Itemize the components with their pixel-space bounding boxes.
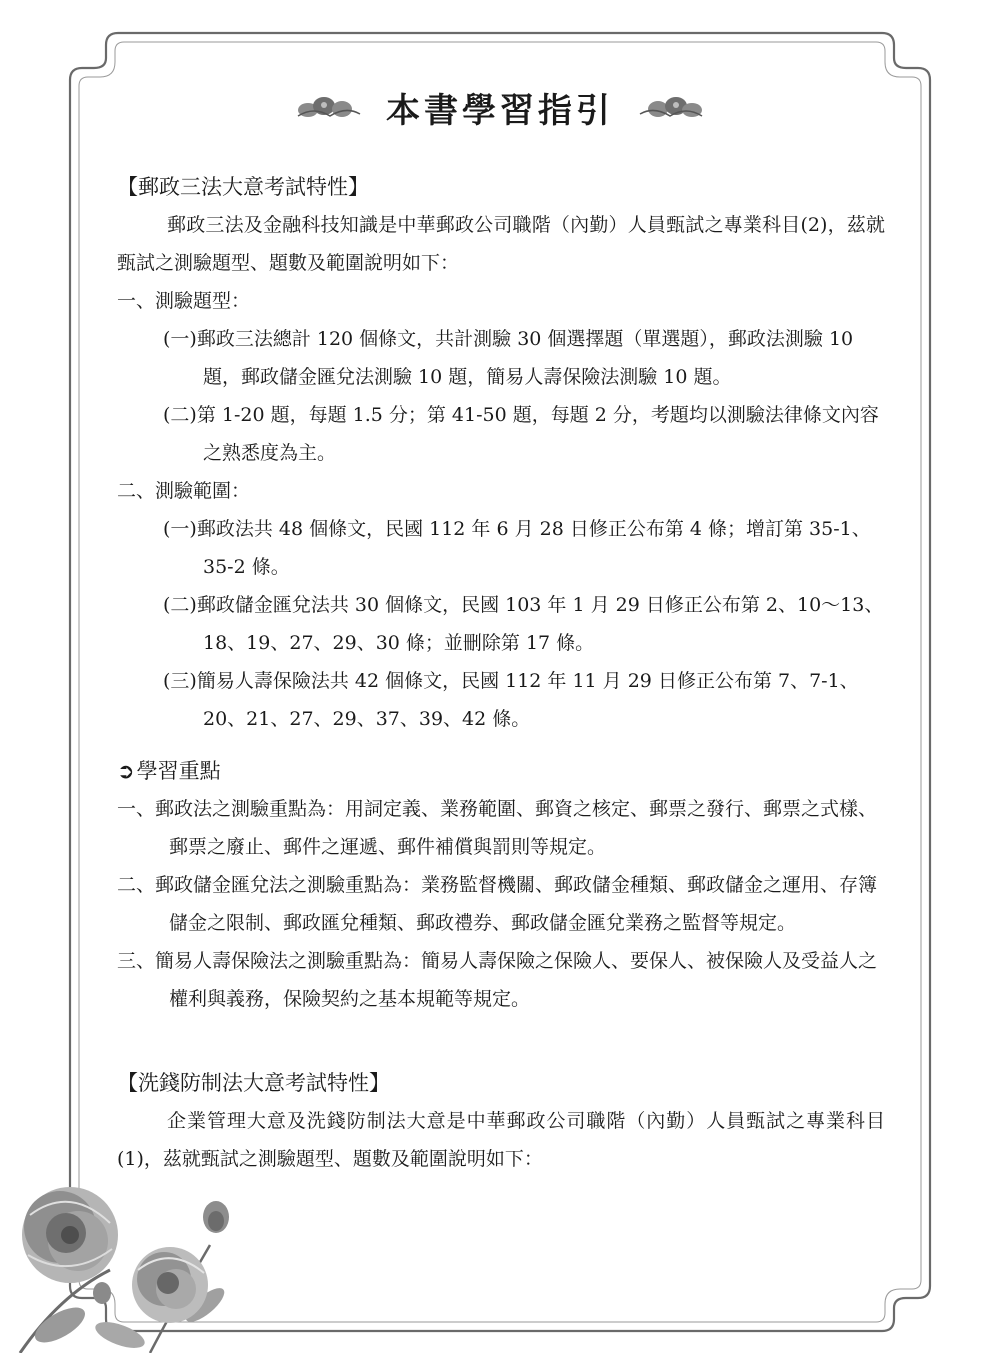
- peony-flower-illustration: [0, 1175, 260, 1353]
- list-item: (二)郵政儲金匯兌法共 30 個條文，民國 103 年 1 月 29 日修正公布第 2、10～13、18、19、27、29、30 條；並刪除第 17 條。: [163, 594, 884, 654]
- focus-heading: [117, 752, 885, 790]
- bud: [203, 1201, 229, 1233]
- list-item: 三、簡易人壽保險法之測驗重點為：簡易人壽保險之保險人、要保人、被保險人及受益人之權利與義務，保險契約之基本規範等規定。: [117, 950, 878, 1010]
- list-item: (一)郵政三法總計 120 個條文，共計測驗 30 個選擇題（單選題），郵政法測驗 10 題，郵政儲金匯兌法測驗 10 題，簡易人壽保險法測驗 10 題。: [163, 328, 854, 388]
- subsection-label-question-type: 一、測驗題型：: [117, 290, 251, 312]
- small-bud: [93, 1282, 111, 1304]
- flower-ornament-icon: [294, 92, 364, 122]
- large-bloom: [22, 1187, 118, 1283]
- focus-heading-label: 學習重點: [136, 759, 221, 783]
- title-bar: [0, 82, 1000, 132]
- list-item: (三)簡易人壽保險法共 42 個條文，民國 112 年 11 月 29 日修正公布第 7、7-1、20、21、27、29、37、39、42 條。: [163, 670, 859, 730]
- subsection-label-test-scope: 二、測驗範圍：: [117, 480, 251, 502]
- list-item: 二、郵政儲金匯兌法之測驗重點為：業務監督機關、郵政儲金種類、郵政儲金之運用、存簿儲金之限制、郵政匯兌種類、郵政禮券、郵政儲金匯兌業務之監督等規定。: [117, 874, 878, 934]
- section-intro-aml-law: 企業管理大意及洗錢防制法大意是中華郵政公司職階（內勤）人員甄試之專業科目(1)，茲就甄試之測驗題型、題數及範圍說明如下：: [117, 1110, 885, 1170]
- section-heading-postal-law: 【郵政三法大意考試特性】: [117, 175, 369, 199]
- list-item: (一)郵政法共 48 個條文，民國 112 年 6 月 28 日修正公布第 4 條；增訂第 35-1、35-2 條。: [163, 518, 871, 578]
- page-title: 本書學習指引: [386, 90, 614, 131]
- second-bloom: [132, 1247, 208, 1323]
- flower-ornament-icon: [636, 92, 706, 122]
- arrow-bullet-icon: ➲: [117, 759, 135, 783]
- list-item: 一、郵政法之測驗重點為：用詞定義、業務範圍、郵資之核定、郵票之發行、郵票之式樣、郵票之廢止、郵件之運遞、郵件補償與罰則等規定。: [117, 798, 878, 858]
- section-heading-aml-law: 【洗錢防制法大意考試特性】: [117, 1071, 390, 1095]
- list-item: (二)第 1-20 題，每題 1.5 分；第 41-50 題，每題 2 分，考題均以測驗法律條文內容之熟悉度為主。: [163, 404, 879, 464]
- guide-content: [117, 168, 885, 1178]
- section-intro-postal-law: 郵政三法及金融科技知識是中華郵政公司職階（內勤）人員甄試之專業科目(2)，茲就甄試之測驗題型、題數及範圍說明如下：: [117, 214, 885, 274]
